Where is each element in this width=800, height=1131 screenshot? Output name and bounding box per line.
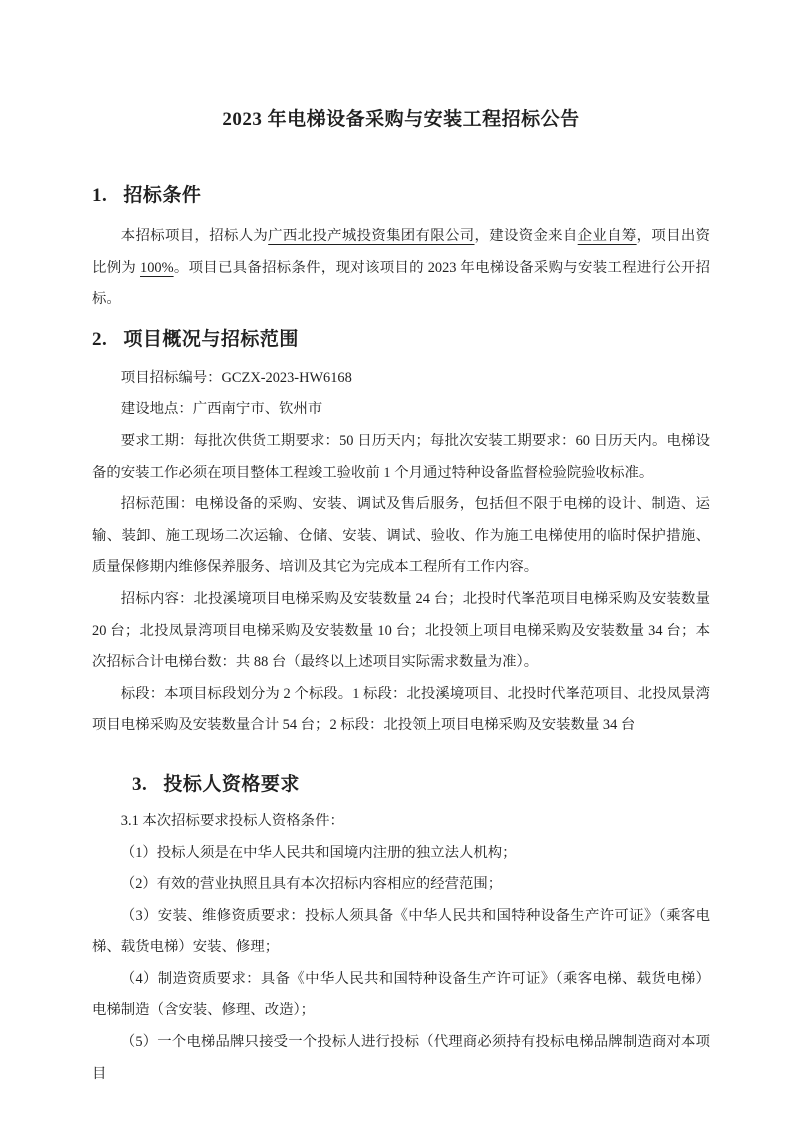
intro-text-segment: ，建设资金来自	[474, 228, 578, 244]
section-3-title: 投标人资格要求	[163, 773, 300, 795]
section-1-body	[92, 221, 710, 316]
qualification-item-2: （2）有效的营业执照且具有本次招标内容相应的经营范围；	[120, 876, 503, 893]
bidder-name-underlined: 广西北投产城投资集团有限公司	[268, 228, 475, 244]
qualification-item-3: （3）安装、维修资质要求：投标人须具备《中华人民共和国特种设备生产许可证》（乘客电梯、载货电梯）安装、修理；	[92, 907, 710, 956]
funding-source-underlined: 企业自筹	[577, 228, 637, 244]
section-3-heading	[92, 771, 710, 799]
section-2-body	[92, 363, 710, 742]
required-schedule-paragraph: 要求工期：每批次供货工期要求：50 日历天内；每批次安装工期要求：60 日历天内。电梯设备的安装工作必须在项目整体工程竣工验收前 1 个月通过特种设备监督检验院验收标准。	[92, 432, 710, 481]
intro-text-segment: 本招标项目，招标人为	[120, 228, 269, 244]
section-2-title: 项目概况与招标范围	[123, 328, 299, 350]
bid-sections-paragraph: 标段：本项目标段划分为 2 个标段。1 标段：北投溪境项目、北投时代峯范项目、北投凤景湾项目电梯采购及安装数量合计 54 台；2 标段：北投领上项目电梯采购及安装数量 34 台	[92, 685, 710, 734]
tender-conditions-paragraph	[92, 221, 710, 316]
funding-ratio-underlined: 100%	[140, 259, 174, 276]
intro-text-segment: ，项目出资比例为	[92, 228, 710, 276]
section-1-heading	[92, 182, 710, 210]
qualification-item-1: （1）投标人须是在中华人民共和国境内注册的独立法人机构；	[120, 844, 517, 861]
tender-scope-paragraph: 招标范围：电梯设备的采购、安装、调试及售后服务，包括但不限于电梯的设计、制造、运输、装卸、施工现场二次运输、仓储、安装、调试、验收、作为施工电梯使用的临时保护措施、质量保修期内维修保养服务、培训及其它为完成本工程所有工作内容。	[92, 496, 710, 576]
section-2-number: 2.	[92, 328, 108, 350]
project-tender-number-paragraph: 项目招标编号：GCZX-2023-HW6168	[120, 369, 352, 386]
tender-content-paragraph: 招标内容：北投溪境项目电梯采购及安装数量 24 台；北投时代峯范项目电梯采购及安装数量 20 台；北投凤景湾项目电梯采购及安装数量 10 台；北投领上项目电梯采购及安装数量 34 台；本次招标合计电梯台数：共 88 台（最终以上述项目实际需求数量为准）。	[92, 590, 710, 671]
construction-location-paragraph: 建设地点：广西南宁市、钦州市	[120, 401, 323, 418]
section-2-heading	[92, 326, 710, 354]
qualification-item-5: （5）一个电梯品牌只接受一个投标人进行投标（代理商必须持有投标电梯品牌制造商对本项目	[92, 1034, 710, 1082]
qualification-intro-paragraph: 3.1 本次招标要求投标人资格条件：	[120, 812, 344, 829]
document-title: 2023 年电梯设备采购与安装工程招标公告	[222, 109, 580, 130]
section-3-number: 3.	[132, 773, 148, 795]
section-3-body	[92, 806, 710, 1090]
section-1-number: 1.	[92, 185, 108, 206]
qualification-item-4: （4）制造资质要求：具备《中华人民共和国特种设备生产许可证》（乘客电梯、载货电梯）电梯制造（含安装、修理、改造）；	[92, 970, 710, 1019]
intro-text-segment: 。项目已具备招标条件，现对该项目的 2023 年电梯设备采购与安装工程进行公开招标。	[92, 259, 710, 308]
section-1-title: 招标条件	[123, 185, 202, 206]
